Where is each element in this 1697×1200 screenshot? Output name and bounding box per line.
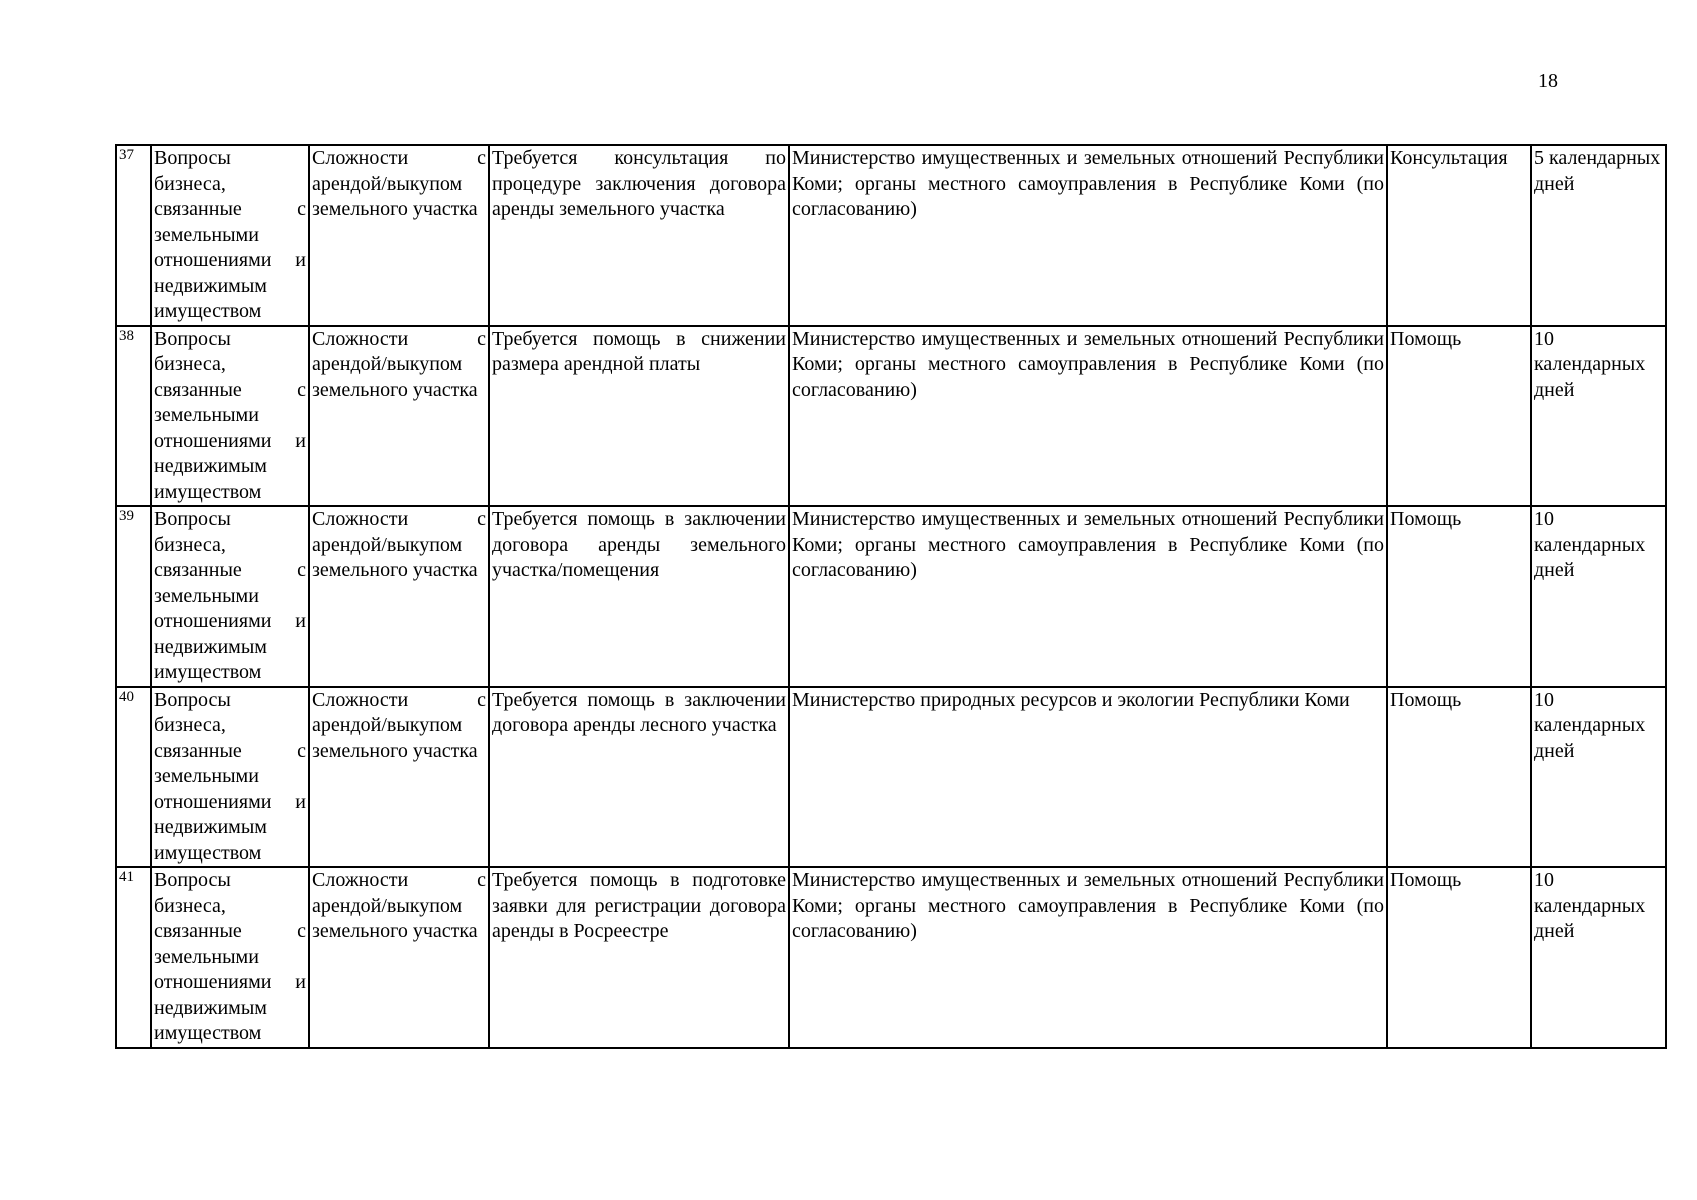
problem-cell: Сложности с арендой/выкупом земельного участка [309,687,489,868]
request-cell: Требуется помощь в подготовке заявки для регистрации договора аренды в Росреестре [489,867,789,1048]
term-cell: 10 календарных дней [1531,326,1666,507]
support-type-cell: Помощь [1387,687,1531,868]
request-cell: Требуется консультация по процедуре заключения договора аренды земельного участка [489,145,789,326]
page-number: 18 [1538,70,1558,92]
problem-cell: Сложности с арендой/выкупом земельного участка [309,867,489,1048]
category-cell: Вопросы бизнеса, связанные с земельными отношениями и недвижимым имуществом [151,687,309,868]
table-row [116,145,1666,326]
table-row [116,867,1666,1048]
problem-cell: Сложности с арендой/выкупом земельного участка [309,506,489,687]
problem-cell: Сложности с арендой/выкупом земельного участка [309,145,489,326]
term-cell: 10 календарных дней [1531,506,1666,687]
table-row [116,687,1666,868]
organization-cell: Министерство природных ресурсов и экологии Республики Коми [789,687,1387,868]
support-type-cell: Помощь [1387,326,1531,507]
term-cell: 10 календарных дней [1531,867,1666,1048]
organization-cell: Министерство имущественных и земельных отношений Республики Коми; органы местного самоуправления в Республике Коми (по согласованию) [789,326,1387,507]
row-number: 39 [116,506,151,687]
services-table [115,144,1667,1049]
support-type-cell: Помощь [1387,867,1531,1048]
request-cell: Требуется помощь в заключении договора аренды лесного участка [489,687,789,868]
term-cell: 10 календарных дней [1531,687,1666,868]
support-type-cell: Консультация [1387,145,1531,326]
organization-cell: Министерство имущественных и земельных отношений Республики Коми; органы местного самоуправления в Республике Коми (по согласованию) [789,145,1387,326]
row-number: 37 [116,145,151,326]
problem-cell: Сложности с арендой/выкупом земельного участка [309,326,489,507]
row-number: 38 [116,326,151,507]
request-cell: Требуется помощь в заключении договора аренды земельного участка/помещения [489,506,789,687]
category-cell: Вопросы бизнеса, связанные с земельными отношениями и недвижимым имуществом [151,867,309,1048]
organization-cell: Министерство имущественных и земельных отношений Республики Коми; органы местного самоуправления в Республике Коми (по согласованию) [789,867,1387,1048]
request-cell: Требуется помощь в снижении размера арендной платы [489,326,789,507]
support-type-cell: Помощь [1387,506,1531,687]
row-number: 41 [116,867,151,1048]
category-cell: Вопросы бизнеса, связанные с земельными отношениями и недвижимым имуществом [151,506,309,687]
organization-cell: Министерство имущественных и земельных отношений Республики Коми; органы местного самоуправления в Республике Коми (по согласованию) [789,506,1387,687]
category-cell: Вопросы бизнеса, связанные с земельными отношениями и недвижимым имуществом [151,145,309,326]
term-cell: 5 календарных дней [1531,145,1666,326]
table-row [116,506,1666,687]
table-row [116,326,1666,507]
category-cell: Вопросы бизнеса, связанные с земельными отношениями и недвижимым имуществом [151,326,309,507]
row-number: 40 [116,687,151,868]
